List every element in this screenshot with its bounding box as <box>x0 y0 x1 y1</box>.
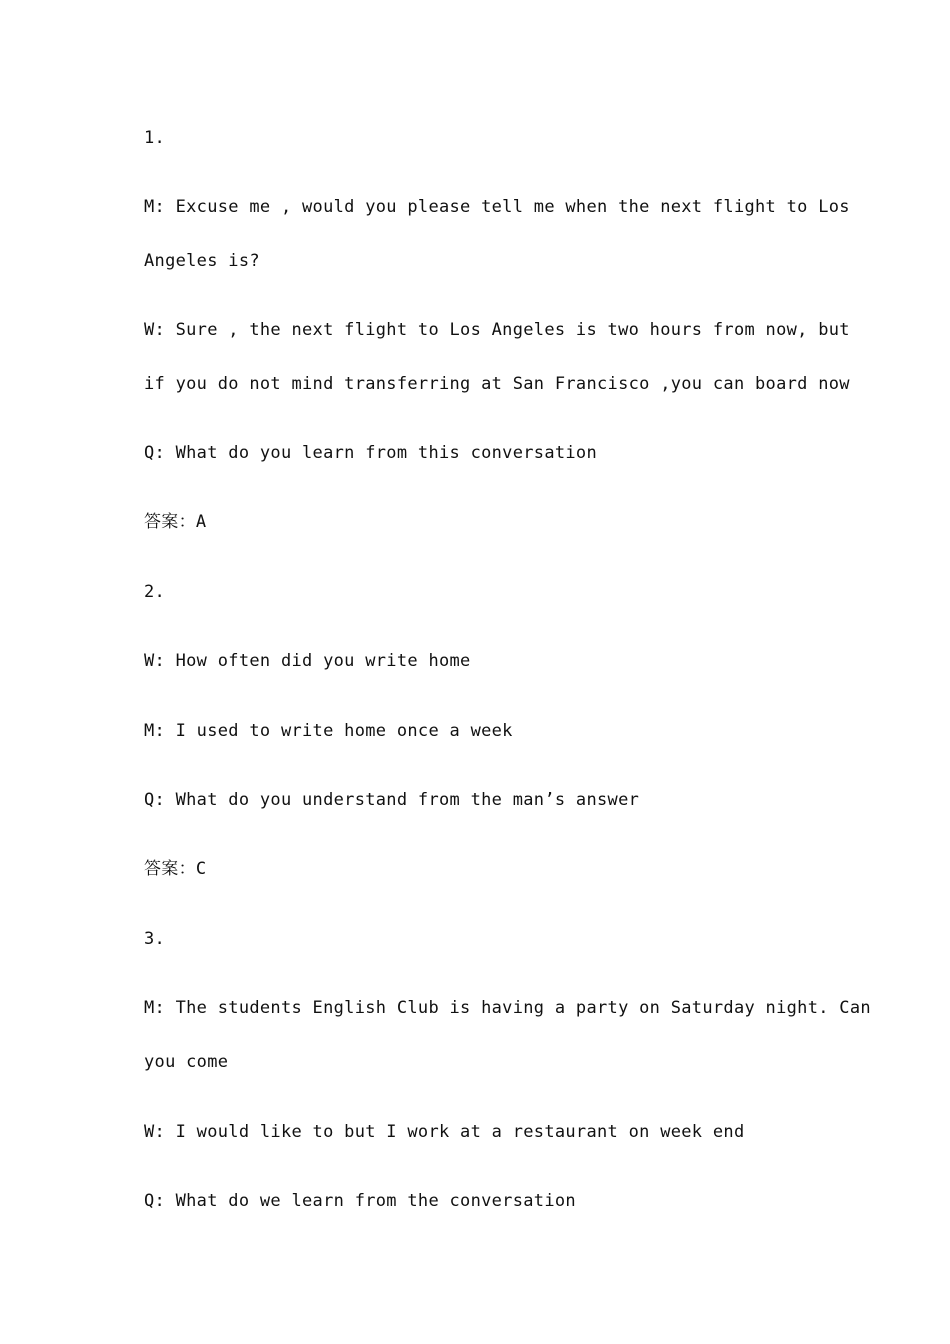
question-3-dialogue-line: M: The students English Club is having a party on Saturday night. Can <box>144 998 871 1018</box>
question-3-dialogue-line: W: I would like to but I work at a restaurant on week end <box>144 1122 745 1142</box>
question-1-dialogue-line: Angeles is? <box>144 251 260 271</box>
question-2-number: 2. <box>144 582 166 602</box>
question-1-number: 1. <box>144 128 166 148</box>
question-2-answer: 答案：C <box>144 859 207 879</box>
question-3-number: 3. <box>144 929 166 949</box>
question-3-dialogue-line: you come <box>144 1052 229 1072</box>
question-1-dialogue-line: if you do not mind transferring at San Francisco ,you can board now <box>144 374 850 394</box>
question-2-dialogue-line: W: How often did you write home <box>144 651 471 671</box>
question-2-prompt: Q: What do you understand from the man’s answer <box>144 790 640 810</box>
question-1-dialogue-line: M: Excuse me , would you please tell me when the next flight to Los <box>144 197 850 217</box>
question-1-dialogue-line: W: Sure , the next flight to Los Angeles is two hours from now, but <box>144 320 850 340</box>
question-2-dialogue-line: M: I used to write home once a week <box>144 721 513 741</box>
question-1-answer: 答案：A <box>144 512 207 532</box>
question-1-prompt: Q: What do you learn from this conversation <box>144 443 597 463</box>
question-3-prompt: Q: What do we learn from the conversation <box>144 1191 576 1211</box>
